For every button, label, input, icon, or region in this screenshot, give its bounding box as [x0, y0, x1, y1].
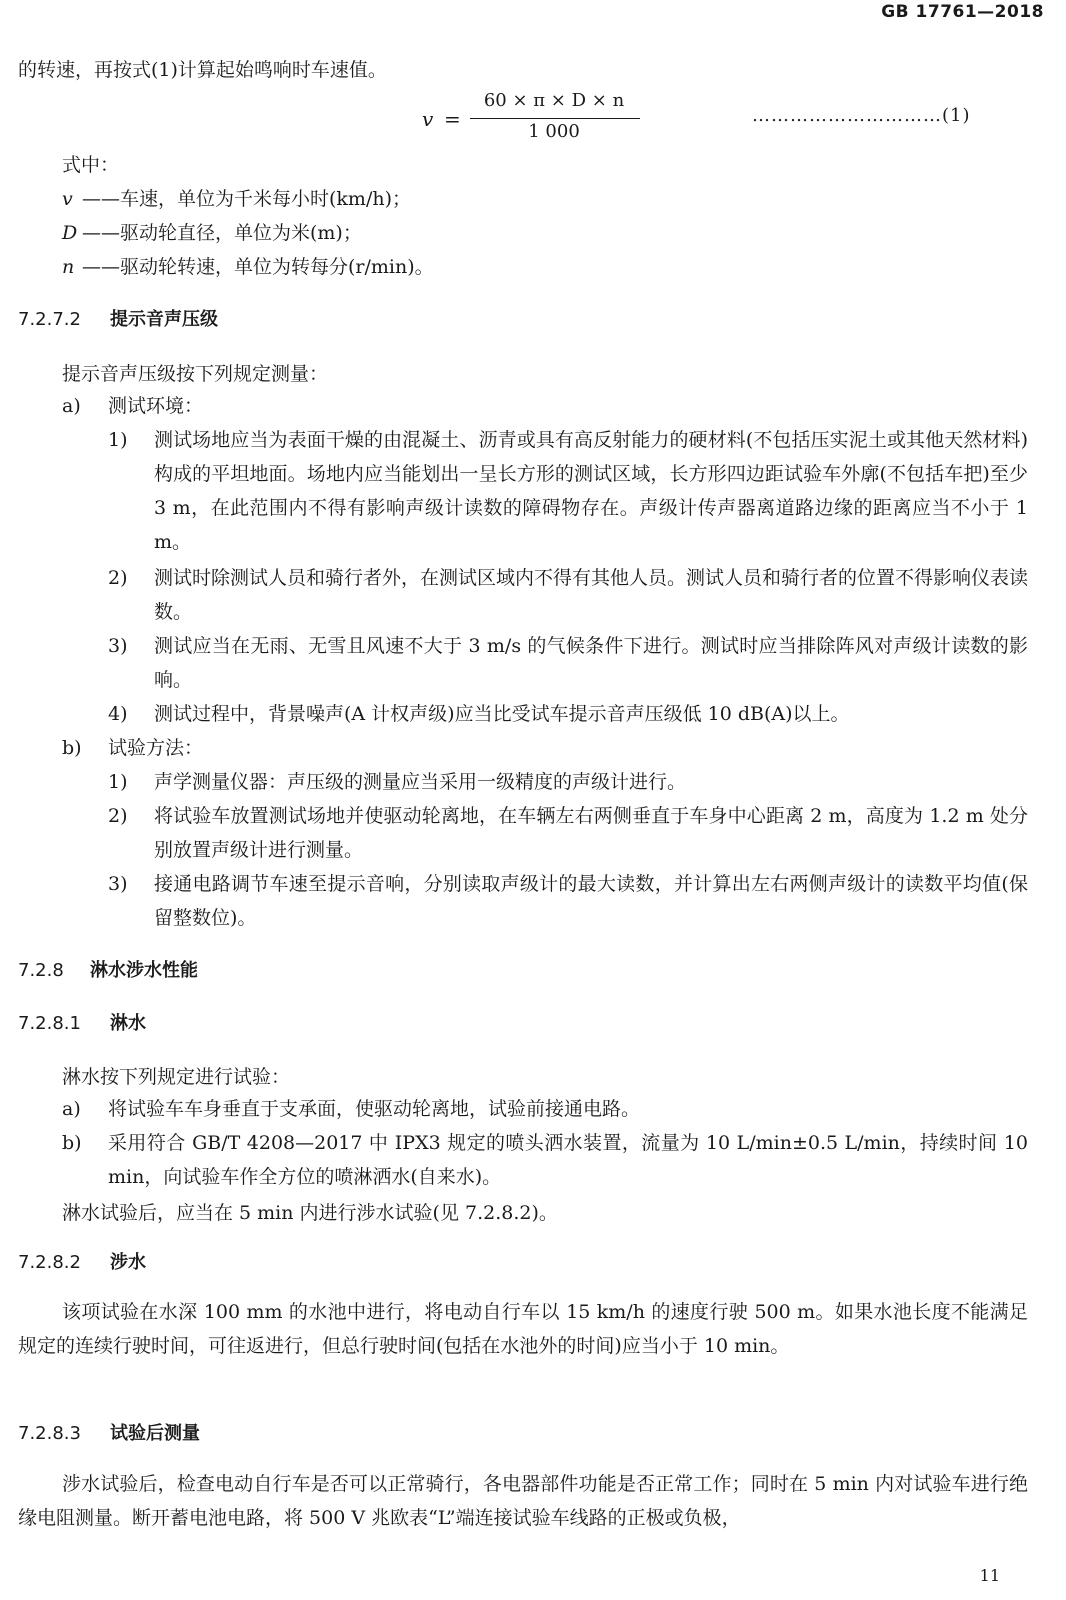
list-text: 将试验车车身垂直于支承面，使驱动轮离地，试验前接通电路。	[108, 1098, 641, 1120]
standard-code: GB 17761—2018	[881, 2, 1044, 22]
paragraph: 淋水按下列规定进行试验：	[62, 1066, 291, 1088]
formula-denominator: 1 000	[528, 121, 580, 142]
formula-lhs: v	[422, 107, 434, 131]
where-label: 式中：	[62, 154, 120, 176]
section-title: 试验后测量	[110, 1423, 200, 1444]
paragraph: 涉水试验后，检查电动自行车是否可以正常骑行，各电器部件功能是否正常工作；同时在 5 min 内对试验车进行绝缘电阻测量。断开蓄电池电路，将 500 V 兆欧表“L”端连接试验车线路的正极或负极，	[18, 1473, 1028, 1529]
fraction-bar	[470, 118, 640, 119]
list-marker: a)	[62, 1098, 81, 1120]
paragraph: 该项试验在水深 100 mm 的水池中进行，将电动自行车以 15 km/h 的速度行驶 500 m。如果水池长度不能满足规定的连续行驶时间，可往返进行，但总行驶时间(包括在水池外的时间)应当小于 10 min。	[18, 1301, 1028, 1357]
list-item	[62, 1092, 1028, 1126]
section-heading-7-2-8-3	[18, 1421, 200, 1447]
list-subitem	[108, 423, 1028, 559]
list-text: 采用符合 GB/T 4208—2017 中 IPX3 规定的喷头洒水装置，流量为 10 L/min±0.5 L/min，持续时间 10 min，向试验车作全方位的喷淋洒水(自来水)。	[108, 1132, 1028, 1188]
list-text: 测试应当在无雨、无雪且风速不大于 3 m/s 的气候条件下进行。测试时应当排除阵风对声级计读数的影响。	[154, 635, 1028, 691]
section-title: 淋水	[110, 1013, 146, 1034]
list-subitem	[108, 765, 1028, 799]
section-number: 7.2.7.2	[18, 309, 81, 330]
list-marker: 1)	[108, 771, 128, 793]
section-number: 7.2.8	[18, 960, 64, 981]
list-text: 测试场地应当为表面干燥的由混凝土、沥青或具有高反射能力的硬材料(不包括压实泥土或其他天然材料)构成的平坦地面。场地内应当能划出一呈长方形的测试区域，长方形四边距试验车外廓(不包括车把)至少 3 m，在此范围内不得有影响声级计读数的障碍物存在。声级计传声器离道路边缘的距离应当不小于 1 m。	[154, 429, 1028, 553]
section-heading-7-2-8-1	[18, 1011, 146, 1037]
section-number: 7.2.8.3	[18, 1423, 81, 1444]
list-marker: 3)	[108, 873, 128, 895]
section-title: 提示音声压级	[110, 309, 218, 330]
section-heading-7-2-8	[18, 958, 198, 984]
variable-desc: ——驱动轮转速，单位为转每分(r/min)。	[82, 256, 434, 278]
variable-row	[62, 254, 434, 280]
list-text: 声学测量仪器：声压级的测量应当采用一级精度的声级计进行。	[154, 771, 687, 793]
section-title: 淋水涉水性能	[90, 960, 198, 981]
variable-desc: ——车速，单位为千米每小时(km/h)；	[82, 188, 411, 210]
section-number: 7.2.8.2	[18, 1252, 81, 1273]
list-marker: a)	[62, 395, 81, 417]
section-heading-7-2-8-2	[18, 1250, 146, 1276]
list-marker: 2)	[108, 805, 128, 827]
list-item-a	[62, 389, 562, 423]
section-heading-7-2-7-2	[18, 307, 218, 333]
formula-numerator: 60 × π × D × n	[483, 90, 625, 111]
list-item	[62, 1126, 1028, 1194]
list-text: 接通电路调节车速至提示音响，分别读取声级计的最大读数，并计算出左右两侧声级计的读数平均值(保留整数位)。	[154, 873, 1028, 929]
list-item-b	[62, 731, 562, 765]
section-number: 7.2.8.1	[18, 1013, 81, 1034]
variable-desc: ——驱动轮直径，单位为米(m)；	[82, 222, 362, 244]
list-text: 测试环境：	[108, 395, 204, 417]
list-subitem	[108, 561, 1028, 629]
paragraph: 淋水试验后，应当在 5 min 内进行涉水试验(见 7.2.8.2)。	[62, 1202, 558, 1224]
variable-symbol: D	[62, 222, 78, 244]
variable-symbol: n	[62, 256, 75, 278]
paragraph: 提示音声压级按下列规定测量：	[62, 363, 329, 385]
list-marker: 2)	[108, 567, 128, 589]
list-marker: 1)	[108, 429, 128, 451]
variable-row	[62, 220, 362, 246]
list-marker: b)	[62, 1132, 82, 1154]
list-subitem	[108, 629, 1028, 697]
list-text: 测试时除测试人员和骑行者外，在测试区域内不得有其他人员。测试人员和骑行者的位置不得影响仪表读数。	[154, 567, 1029, 623]
formula-equals: =	[444, 107, 461, 131]
section-title: 涉水	[110, 1252, 146, 1273]
list-text: 测试过程中，背景噪声(A 计权声级)应当比受试车提示音声压级低 10 dB(A)以上。	[154, 703, 850, 725]
list-subitem	[108, 697, 1028, 731]
page-number: 11	[979, 1566, 1000, 1585]
list-text: 将试验车放置测试场地并使驱动轮离地，在车辆左右两侧垂直于车身中心距离 2 m，高度为 1.2 m 处分别放置声级计进行测量。	[154, 805, 1028, 861]
formula-1	[422, 88, 632, 148]
intro-line: 的转速，再按式(1)计算起始鸣响时车速值。	[18, 59, 387, 81]
list-marker: 3)	[108, 635, 128, 657]
list-subitem	[108, 867, 1028, 935]
list-marker: 4)	[108, 703, 128, 725]
variable-row	[62, 186, 411, 212]
list-text: 试验方法：	[108, 737, 204, 759]
equation-number: …………………………(1)	[752, 105, 971, 126]
list-marker: b)	[62, 737, 82, 759]
variable-symbol: v	[62, 188, 73, 210]
list-subitem	[108, 799, 1028, 867]
